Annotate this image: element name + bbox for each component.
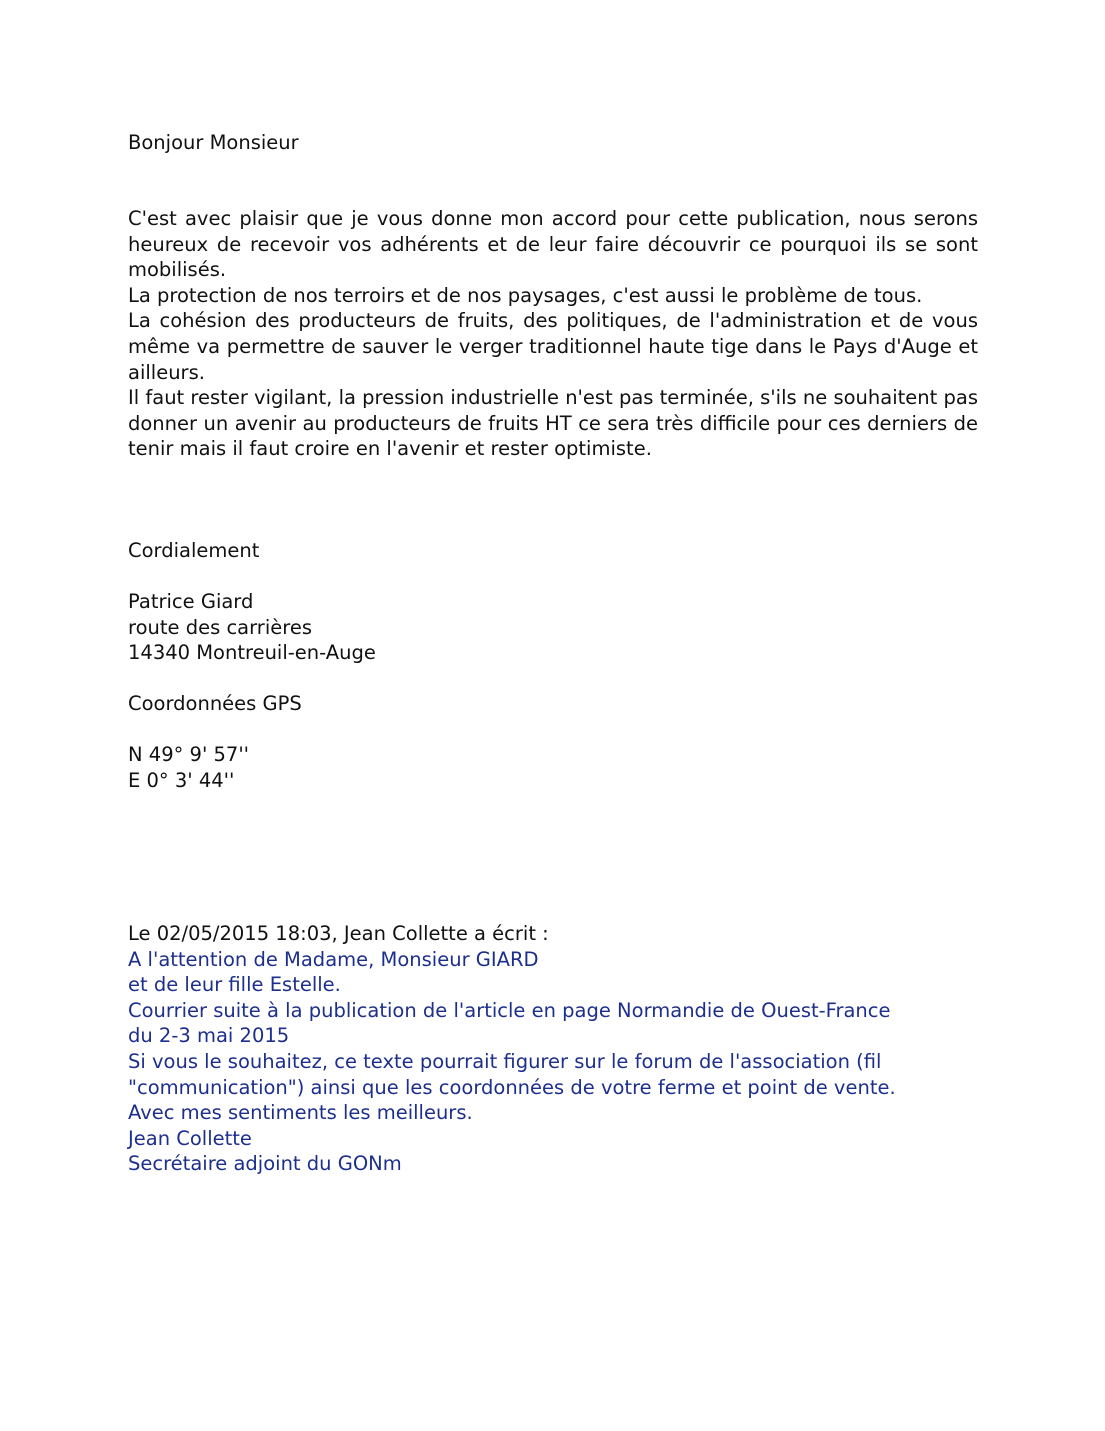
quote-line-estelle: et de leur fille Estelle. <box>128 973 341 997</box>
quote-header: Le 02/05/2015 18:03, Jean Collette a écrit : <box>128 922 549 945</box>
paragraph-cohesion: La cohésion des producteurs de fruits, des politiques, de l'administration et de vous même va permettre de sauver le verger traditionnel haute tige dans le Pays d'Auge et ailleurs. <box>128 309 978 384</box>
sender-city: 14340 Montreuil-en-Auge <box>128 641 376 665</box>
closing: Cordialement <box>128 539 260 562</box>
quoted-message <box>128 921 978 1177</box>
paragraph-vigilance: Il faut rester vigilant, la pression industrielle n'est pas terminée, s'ils ne souhaitent pas donner un avenir au producteurs de fruits HT ce sera très difficile pour ces derniers de tenir mais il faut croire en l'avenir et rester optimiste. <box>128 386 978 461</box>
quote-line-signature-name: Jean Collette <box>128 1126 252 1150</box>
quote-line-signature-role: Secrétaire adjoint du GONm <box>128 1152 402 1176</box>
quote-line-courrier: Courrier suite à la publication de l'article en page Normandie de Ouest-France <box>128 998 891 1022</box>
quote-line-communication: "communication") ainsi que les coordonnées de votre ferme et point de vente. <box>128 1075 896 1099</box>
greeting: Bonjour Monsieur <box>128 131 299 154</box>
gps-title: Coordonnées GPS <box>128 692 302 715</box>
quote-line-forum: Si vous le souhaitez, ce texte pourrait figurer sur le forum de l'association (fil <box>128 1049 882 1073</box>
quote-line-sentiments: Avec mes sentiments les meilleurs. <box>128 1101 473 1125</box>
letter-body <box>128 206 978 462</box>
quote-line-attention: A l'attention de Madame, Monsieur GIARD <box>128 947 539 971</box>
gps-coordinates <box>128 742 978 793</box>
gps-east: E 0° 3' 44'' <box>128 768 235 792</box>
quote-line-date: du 2-3 mai 2015 <box>128 1024 290 1048</box>
gps-north: N 49° 9' 57'' <box>128 743 250 766</box>
sender-address <box>128 589 978 666</box>
sender-street: route des carrières <box>128 615 312 639</box>
paragraph-agreement: C'est avec plaisir que je vous donne mon accord pour cette publication, nous serons heureux de recevoir vos adhérents et de leur faire découvrir ce pourquoi ils se sont mobilisés. <box>128 207 978 282</box>
paragraph-protection: La protection de nos terroirs et de nos paysages, c'est aussi le problème de tous. <box>128 283 923 307</box>
sender-name: Patrice Giard <box>128 590 254 613</box>
